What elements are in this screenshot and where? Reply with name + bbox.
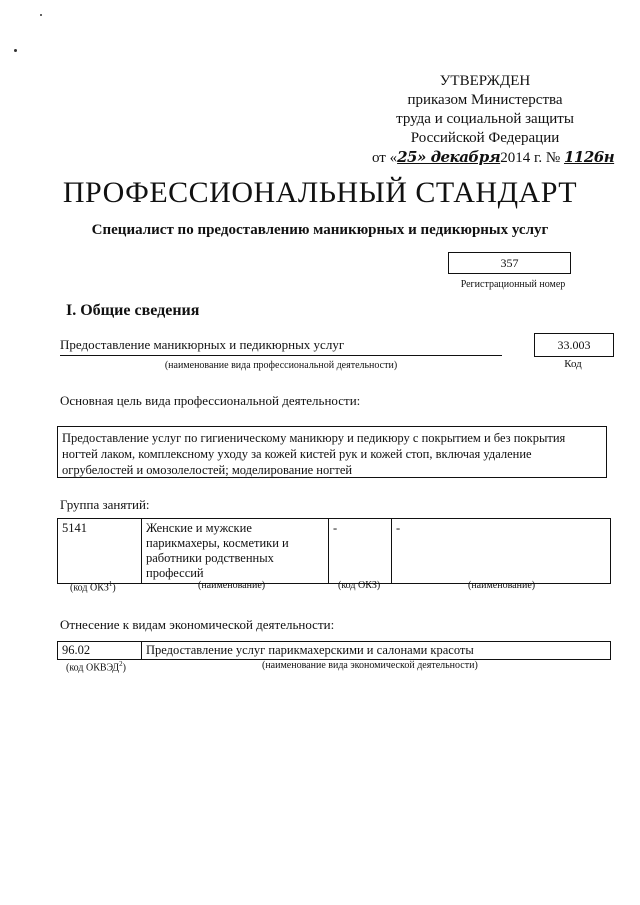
okved-code-cell: 96.02 bbox=[58, 642, 142, 660]
okz-name2-cell: - bbox=[392, 519, 611, 584]
economic-activity-table bbox=[57, 641, 611, 660]
goal-label: Основная цель вида профессиональной деятельности: bbox=[60, 393, 361, 408]
approval-title: УТВЕРЖДЕН bbox=[439, 73, 531, 89]
occupation-group-label: Группа занятий: bbox=[60, 497, 150, 512]
okz-code2-cell: - bbox=[329, 519, 392, 584]
scan-speck bbox=[40, 14, 42, 16]
okz-code-cell: 5141 bbox=[58, 519, 142, 584]
okz-name-caption: (наименование) bbox=[198, 580, 266, 591]
activity-code-box: 33.003 bbox=[534, 333, 614, 357]
caption-text: (код ОКЗ bbox=[70, 582, 109, 594]
activity-name-caption: (наименование вида профессиональной деятельности) bbox=[164, 360, 398, 371]
approval-line: труда и социальной защиты bbox=[396, 111, 574, 127]
okved-name-caption: (наименование вида экономической деятельности) bbox=[262, 660, 478, 671]
footnote-mark: 2 bbox=[119, 660, 123, 668]
okved-name-cell: Предоставление услуг парикмахерскими и салонами красоты bbox=[142, 642, 611, 660]
section-title: I. Общие сведения bbox=[66, 302, 200, 319]
okz-code2-caption: (код ОКЗ) bbox=[338, 580, 381, 591]
approval-block bbox=[372, 72, 615, 168]
document-subtitle: Специалист по предоставлению маникюрных и педикюрных услуг bbox=[91, 222, 549, 238]
occupation-group-table bbox=[57, 518, 611, 584]
okz-name2-caption: (наименование) bbox=[468, 580, 536, 591]
activity-code-label: Код bbox=[564, 358, 582, 370]
approval-line: Российской Федерации bbox=[410, 130, 560, 146]
document-title: ПРОФЕССИОНАЛЬНЫЙ СТАНДАРТ bbox=[62, 176, 578, 209]
economic-activity-label: Отнесение к видам экономической деятельности: bbox=[60, 617, 335, 632]
okz-name-cell: Женские и мужские парикмахеры, косметики и работники родственных профессий bbox=[142, 519, 329, 584]
caption-text: (код ОКВЭД bbox=[66, 662, 120, 674]
activity-name: Предоставление маникюрных и педикюрных услуг bbox=[60, 337, 502, 356]
approval-line: приказом Министерства bbox=[407, 92, 563, 108]
okved-code-caption bbox=[66, 660, 126, 673]
footnote-mark: 1 bbox=[108, 580, 113, 588]
registration-number-label: Регистрационный номер bbox=[460, 279, 566, 290]
approval-date-line bbox=[372, 148, 615, 168]
caption-text: ) bbox=[122, 662, 126, 674]
okz-code-caption bbox=[70, 580, 116, 593]
caption-text: ) bbox=[112, 582, 116, 594]
goal-text-box: Предоставление услуг по гигиеническому маникюру и педикюру с покрытием и без покрытия ногтей лаком, комплексному уходу за кожей кистей рук и кожей стоп, включая удаление огрубелостей и омозолелостей; моделирование ногтей bbox=[57, 426, 607, 478]
table-row bbox=[58, 519, 611, 584]
date-prefix: от « bbox=[372, 150, 398, 166]
registration-number-box: 357 bbox=[448, 252, 571, 274]
table-row bbox=[58, 642, 611, 660]
handwritten-date: 25» декабря bbox=[397, 148, 501, 166]
scan-speck bbox=[14, 49, 17, 52]
date-year: 2014 г. № bbox=[500, 150, 561, 166]
handwritten-order-number: 1126н bbox=[563, 148, 615, 166]
